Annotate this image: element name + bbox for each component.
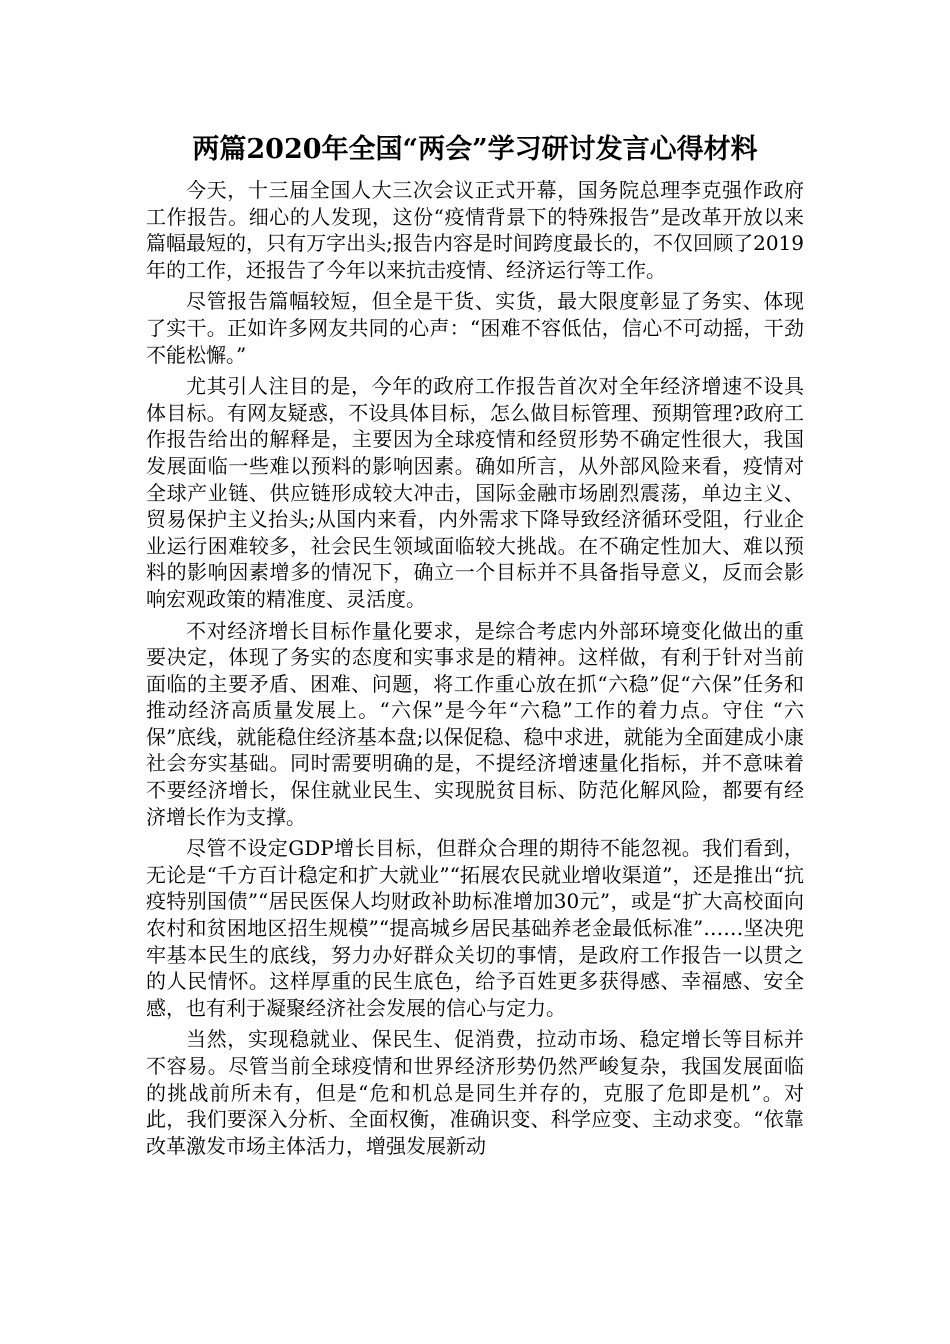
document-body	[146, 177, 804, 1164]
paragraph-5: 尽管不设定GDP增长目标，但群众合理的期待不能忽视。我们看到，无论是“千方百计稳定和扩大就业”“拓展农民就业增收渠道”，还是推出“抗疫特别国债”“居民医保人均财政补助标准增加30元”，或是“扩大高校面向农村和贫困地区招生规模”“提高城乡居民基础养老金最低标准”……坚决兜牢基本民生的底线，努力办好群众关切的事情，是政府工作报告一以贯之的人民情怀。这样厚重的民生底色，给予百姓更多获得感、幸福感、安全感，也有利于凝聚经济社会发展的信心与定力。	[146, 836, 804, 1020]
paragraph-4: 不对经济增长目标作量化要求，是综合考虑内外部环境变化做出的重要决定，体现了务实的态度和实事求是的精神。这样做，有利于针对当前面临的主要矛盾、困难、问题，将工作重心放在抓“六稳”促“六保”任务和推动经济高质量发展上。“六保”是今年“六稳”工作的着力点。守住 “六保”底线，就能稳住经济基本盘;以保促稳、稳中求进，就能为全面建成小康社会夯实基础。同时需要明确的是，不提经济增速量化指标，并不意味着不要经济增长，保住就业民生、实现脱贫目标、防范化解风险，都要有经济增长作为支撑。	[146, 618, 804, 829]
paragraph-1: 今天，十三届全国人大三次会议正式开幕，国务院总理李克强作政府工作报告。细心的人发现，这份“疫情背景下的特殊报告”是改革开放以来篇幅最短的，只有万字出头;报告内容是时间跨度最长的，不仅回顾了2019年的工作，还报告了今年以来抗击疫情、经济运行等工作。	[146, 178, 804, 282]
paragraph-2: 尽管报告篇幅较短，但全是干货、实货，最大限度彰显了务实、体现了实干。正如许多网友共同的心声：“困难不容低估，信心不可动摇，干劲不能松懈。”	[146, 289, 804, 367]
paragraph-3: 尤其引人注目的是，今年的政府工作报告首次对全年经济增速不设具体目标。有网友疑惑，不设具体目标，怎么做目标管理、预期管理?政府工作报告给出的解释是，主要因为全球疫情和经贸形势不确定性很大，我国发展面临一些难以预料的影响因素。确如所言，从外部风险来看，疫情对全球产业链、供应链形成较大冲击，国际金融市场剧烈震荡，单边主义、贸易保护主义抬头;从国内来看，内外需求下降导致经济循环受阻，行业企业运行困难较多，社会民生领域面临较大挑战。在不确定性加大、难以预料的影响因素增多的情况下，确立一个目标并不具备指导意义，反而会影响宏观政策的精准度、灵活度。	[146, 374, 804, 611]
paragraph-6: 当然，实现稳就业、保民生、促消费，拉动市场、稳定增长等目标并不容易。尽管当前全球疫情和世界经济形势仍然严峻复杂，我国发展面临的挑战前所未有，但是“危和机总是同生并存的，克服了危即是机”。对此，我们要深入分析、全面权衡，准确识变、科学应变、主动求变。“依靠改革激发市场主体活力，增强发展新动	[146, 1027, 804, 1158]
document-title: 两篇2020年全国“两会”学习研讨发言心得材料	[192, 134, 758, 165]
